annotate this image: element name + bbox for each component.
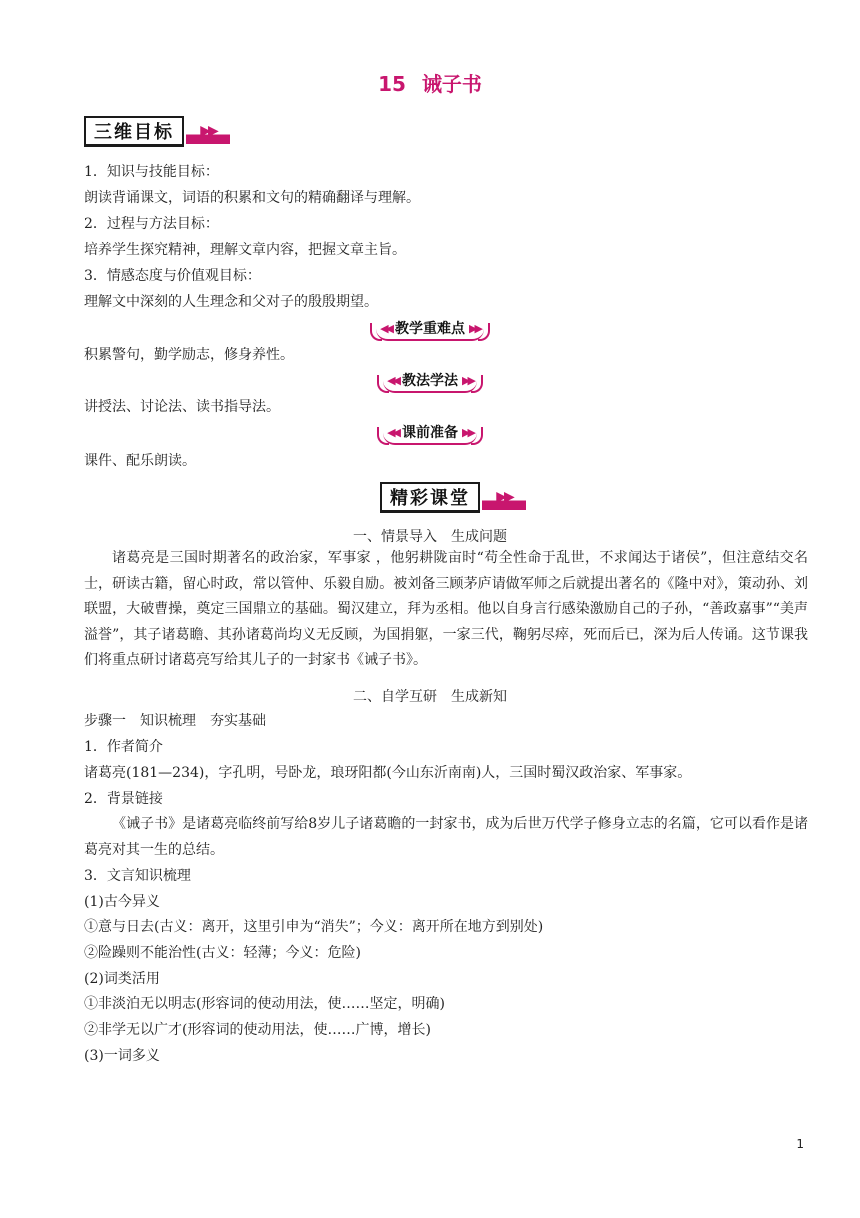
intro-paragraph: 诸葛亮是三国时期著名的政治家，军事家 ，他躬耕陇亩时“苟全性命于乱世，不求闻达于诸侯”，但注意结交名士，研读古籍，留心时政，常以管仲、乐毅自励。被刘备三顾茅庐请做军师之后就提出著名的《隆中对》，策动孙、刘联盟，大破曹操，奠定三国鼎立的基础。蜀汉建立，拜为丞相。他以自身言行感染激励自己的子孙，“善政嘉事”“美声溢誉”，其子诸葛瞻、其孙诸葛尚均义无反顾，为国捐躯，一家三代，鞠躬尽瘁，死而后已，深为后人传诵。这节课我们将重点研讨诸葛亮写给其儿子的一封家书《诫子书》。 (84, 550, 808, 668)
sub-heading-1: (1)古今异义 (84, 894, 160, 910)
double-arrow-icon: ▶▶ (186, 118, 230, 144)
goal-2-body: 培养学生探究精神，理解文章内容，把握文章主旨。 (84, 242, 406, 258)
goal-3-heading: 3．情感态度与价值观目标： (84, 268, 261, 284)
double-left-arrow-icon: ◀◀ (380, 321, 391, 335)
background-heading: 2．背景链接 (84, 791, 163, 807)
methods-text: 讲授法、讨论法、读书指导法。 (84, 399, 280, 415)
heading-key-points: ◀◀ 教学重难点 ▶▶ (0, 317, 860, 341)
double-left-arrow-icon: ◀◀ (387, 373, 398, 387)
goal-2-heading: 2．过程与方法目标： (84, 216, 219, 232)
banner-classroom (380, 483, 526, 511)
goal-1-heading: 1．知识与技能目标： (84, 164, 219, 180)
wenyan-heading: 3．文言知识梳理 (84, 868, 191, 884)
author-text: 诸葛亮(181—234)，字孔明，号卧龙，琅玡阳都(今山东沂南南)人，三国时蜀汉政治家、军事家。 (84, 765, 692, 781)
step-one: 步骤一 知识梳理 夯实基础 (84, 713, 266, 729)
sub1-item-2: ②险躁则不能治性(古义：轻薄；今义：危险) (84, 945, 361, 961)
banner-classroom-label: 精彩课堂 (380, 482, 480, 513)
prep-text: 课件、配乐朗读。 (84, 453, 196, 469)
banner-goals-label: 三维目标 (84, 116, 184, 147)
lesson-title: 诫子书 (421, 72, 482, 96)
heading-methods: ◀◀ 教法学法 ▶▶ (0, 369, 860, 393)
double-right-arrow-icon: ▶▶ (462, 373, 473, 387)
sub-heading-2: (2)词类活用 (84, 971, 160, 987)
sub1-item-1: ①意与日去(古义：离开，这里引申为“消失”；今义：离开所在地方到别处) (84, 919, 544, 935)
page-number: 1 (796, 1137, 804, 1151)
section2-heading: 二、自学互研 生成新知 (353, 689, 507, 705)
goal-3-body: 理解文中深刻的人生理念和父对子的殷殷期望。 (84, 294, 378, 310)
sub2-item-2: ②非学无以广才(形容词的使动用法，使……广博，增长) (84, 1022, 431, 1038)
section1-heading: 一、情景导入 生成问题 (353, 529, 507, 545)
author-heading: 1．作者简介 (84, 739, 163, 755)
sub2-item-1: ①非淡泊无以明志(形容词的使动用法，使……坚定，明确) (84, 996, 445, 1012)
sub-heading-3: (3)一词多义 (84, 1048, 160, 1064)
double-right-arrow-icon: ▶▶ (462, 425, 473, 439)
double-left-arrow-icon: ◀◀ (387, 425, 398, 439)
key-points-text: 积累警句，勤学励志，修身养性。 (84, 347, 294, 363)
banner-goals (84, 117, 230, 145)
double-right-arrow-icon: ▶▶ (469, 321, 480, 335)
goal-1-body: 朗读背诵课文，词语的积累和文句的精确翻译与理解。 (84, 190, 420, 206)
page-title (0, 68, 860, 97)
lesson-number: 15 (378, 72, 406, 96)
background-text: 《诫子书》是诸葛亮临终前写给8岁儿子诸葛瞻的一封家书，成为后世万代学子修身立志的名篇，它可以看作是诸葛亮对其一生的总结。 (84, 816, 808, 858)
heading-prep: ◀◀ 课前准备 ▶▶ (0, 421, 860, 445)
double-arrow-icon: ▶▶ (482, 484, 526, 510)
